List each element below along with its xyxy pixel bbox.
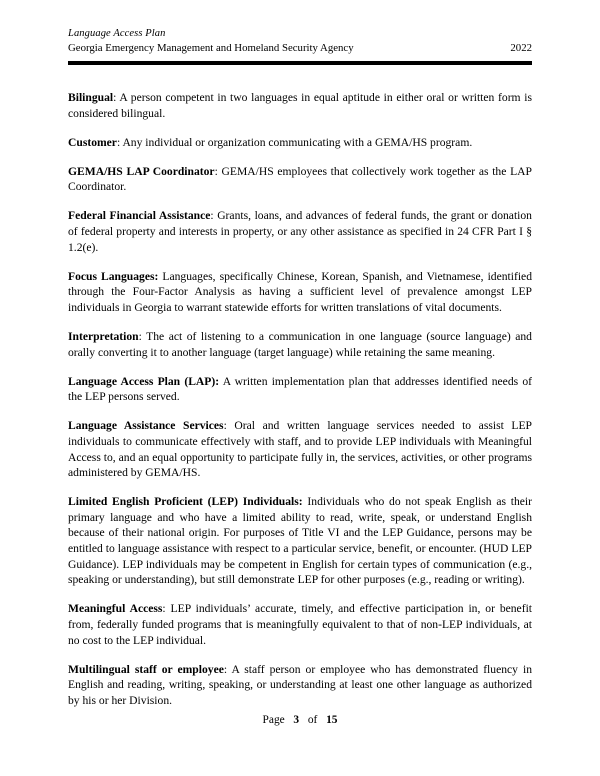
definition-term: Multilingual staff or employee — [68, 662, 224, 676]
definition-paragraph — [68, 601, 532, 648]
definition-term: Interpretation — [68, 330, 139, 344]
definition-paragraph — [68, 662, 532, 709]
definition-term: Federal Financial Assistance — [68, 209, 211, 223]
definition-paragraph — [68, 494, 532, 588]
definition-separator: : — [223, 419, 235, 433]
definition-term: GEMA/HS LAP Coordinator — [68, 164, 215, 178]
definition-paragraph — [68, 90, 532, 121]
footer-page-label: Page — [262, 714, 285, 726]
definition-term: Language Access Plan (LAP): — [68, 374, 220, 388]
definition-term: Language Assistance Services — [68, 419, 224, 433]
header-meta-row — [68, 41, 532, 55]
footer-total-pages: 15 — [326, 714, 338, 726]
definition-text: The act of listening to a communication in one language (source language) and orally converting it to another language (target language) while retaining the same meaning. — [68, 330, 532, 359]
definition-term: Limited English Proficient (LEP) Individuals: — [68, 495, 303, 509]
definition-separator: : — [162, 602, 171, 616]
definition-separator: : — [138, 330, 147, 344]
definition-text: LEP individuals’ accurate, timely, and effective participation in, or benefit from, federally funded programs that is meaningfully equivalent to that of non-LEP individuals, at no cost to the LEP individual. — [68, 602, 533, 647]
definition-paragraph — [68, 374, 532, 405]
definition-term: Meaningful Access — [68, 602, 163, 616]
definition-separator: : — [116, 135, 123, 149]
definition-paragraph — [68, 269, 532, 316]
header-document-title: Language Access Plan — [68, 28, 166, 39]
definition-text: Grants, loans, and advances of federal funds, the grant or donation of federal property and interests in property, or any other assistance as specified in 24 CFR Part I § 1.2(e). — [68, 209, 532, 254]
page-header — [68, 27, 532, 55]
definition-text: Oral and written language services needed to assist LEP individuals to communicate effectively with staff, and to provide LEP individuals with Meaningful Access to, and an equal opportunity to participate fully in, the services, activities, or other programs administered by GEMA/HS. — [68, 419, 532, 480]
document-body — [68, 90, 532, 708]
definition-term: Customer — [68, 135, 117, 149]
definition-text: Individuals who do not speak English as their primary language and who have a limited ability to read, write, speak, or understand English because of their national origin. For purposes of Title VI and the LEP Guidance, persons may be entitled to language assistance with respect to a particular service, benefit, or encounter. (HUD LEP Guidance). LEP individuals may be competent in English for certain types of communication (e.g., speaking or understanding), but still demonstrate LEP for other purposes (e.g., reading or writing). — [68, 495, 532, 587]
definition-term: Focus Languages: — [68, 269, 159, 283]
definition-paragraph — [68, 418, 532, 480]
definition-term: Bilingual — [68, 91, 114, 104]
page-footer — [0, 713, 600, 727]
header-year: 2022 — [510, 42, 532, 54]
definition-separator: : — [223, 662, 232, 676]
definition-text: A staff person or employee who has demonstrated fluency in English and reading, writing, speaking, or understanding at least one other language as authorized by his or her Division. — [68, 662, 532, 707]
definition-separator: : — [210, 209, 218, 223]
definition-text: Languages, specifically Chinese, Korean, Spanish, and Vietnamese, identified through the Four-Factor Analysis as having a sufficient level of prevalence amongst LEP individuals in Georgia to warrant statewide efforts for written translations of vital documents. — [68, 269, 532, 314]
definition-paragraph — [68, 208, 532, 255]
header-divider-rule — [68, 61, 532, 65]
definition-paragraph — [68, 329, 532, 360]
definition-text: A person competent in two languages in equal aptitude in either oral or written form is considered bilingual. — [68, 91, 532, 120]
footer-of-label: of — [307, 714, 318, 726]
definition-separator: : — [214, 164, 222, 178]
footer-page-number: 3 — [293, 714, 300, 726]
definition-text: A written implementation plan that addresses identified needs of the LEP persons served. — [68, 374, 532, 404]
definition-paragraph — [68, 164, 532, 195]
definition-text: GEMA/HS employees that collectively work together as the LAP Coordinator. — [68, 164, 532, 194]
definition-text: Any individual or organization communicating with a GEMA/HS program. — [122, 135, 473, 149]
definition-separator: : — [113, 91, 120, 104]
definition-paragraph — [68, 135, 532, 151]
header-organization: Georgia Emergency Management and Homeland Security Agency — [68, 42, 354, 54]
